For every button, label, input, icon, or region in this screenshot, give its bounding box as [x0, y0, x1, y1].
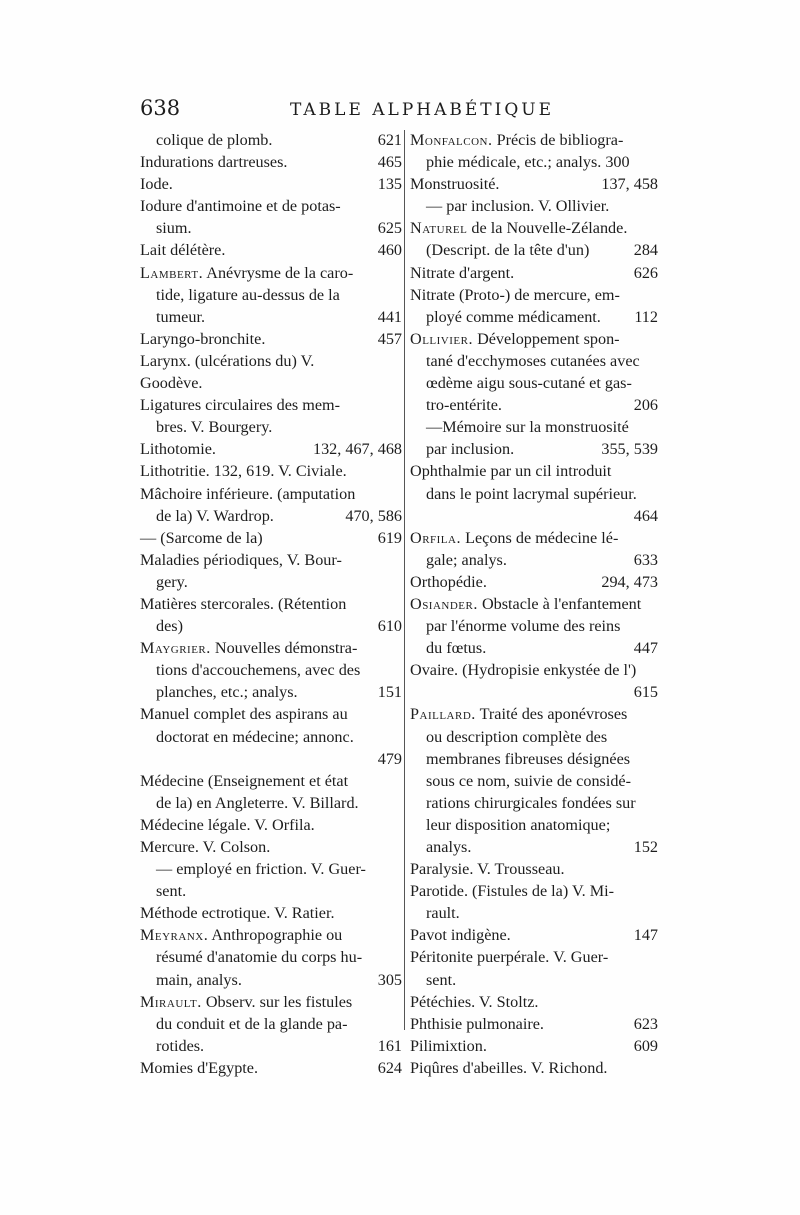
index-entry-line: [140, 173, 402, 195]
entry-text: planches, etc.; analys.: [156, 683, 298, 702]
index-entry-line: [140, 217, 402, 239]
index-entry-line: [410, 902, 658, 924]
index-entry-line: [140, 328, 402, 350]
index-entry-line: [140, 416, 402, 438]
entry-text: des): [156, 617, 183, 636]
entry-text: rotides.: [156, 1036, 205, 1055]
entry-text: de la) en Angleterre. V. Billard.: [156, 793, 359, 812]
entry-text: membranes fibreuses désignées: [426, 749, 631, 768]
entry-text: bres. V. Bourgery.: [156, 418, 273, 437]
index-entry-line: [410, 173, 658, 195]
entry-text: Meyranx. Anthropographie ou: [140, 926, 343, 945]
page-reference: 161: [377, 1036, 402, 1055]
entry-text: Lithotomie.: [140, 440, 216, 459]
entry-text: Péritonite puerpérale. V. Guer-: [410, 948, 609, 967]
index-entry-line: [140, 306, 402, 328]
entry-text: Pétéchies. V. Stoltz.: [410, 992, 539, 1011]
entry-text: Ligatures circulaires des mem-: [140, 396, 341, 415]
entry-text: Piqûres d'abeilles. V. Richond.: [410, 1058, 608, 1077]
entry-text: main, analys.: [156, 970, 242, 989]
index-entry-line: [140, 748, 402, 770]
page-reference: 447: [633, 639, 658, 658]
index-entry-line: [140, 372, 402, 394]
entry-text: Goodève.: [140, 374, 203, 393]
index-entry-line: [410, 792, 658, 814]
entry-text: Orthopédie.: [410, 572, 487, 591]
entry-text: sent.: [426, 970, 457, 989]
index-entry-line: [410, 394, 658, 416]
page-reference: 137, 458: [601, 175, 658, 194]
page-reference: 441: [377, 307, 402, 326]
page-reference: 479: [377, 749, 402, 768]
page-reference: 624: [377, 1058, 402, 1077]
index-column-right: [410, 129, 658, 1079]
entry-text: Médecine (Enseignement et état: [140, 771, 349, 790]
index-entry-line: [410, 814, 658, 836]
index-entry-line: [140, 770, 402, 792]
page-reference: 609: [633, 1036, 658, 1055]
entry-text: Mâchoire inférieure. (amputation: [140, 484, 356, 503]
index-entry-line: [410, 637, 658, 659]
entry-text: leur disposition anatomique;: [426, 815, 611, 834]
entry-text: Ovaire. (Hydropisie enkystée de l'): [410, 661, 637, 680]
index-entry-line: [140, 814, 402, 836]
column-divider: [404, 130, 405, 1030]
page-reference: 151: [377, 683, 402, 702]
entry-text: Indurations dartreuses.: [140, 153, 288, 172]
entry-text: Parotide. (Fistules de la) V. Mi-: [410, 882, 614, 901]
entry-text: Nitrate (Proto-) de mercure, em-: [410, 285, 620, 304]
index-entry-line: [410, 593, 658, 615]
entry-text: résumé d'anatomie du corps hu-: [156, 948, 363, 967]
entry-text: phie médicale, etc.; analys. 300: [426, 153, 630, 172]
entry-text: sous ce nom, suivie de considé-: [426, 771, 631, 790]
index-entry-line: [140, 151, 402, 173]
entry-text: Larynx. (ulcérations du) V.: [140, 351, 315, 370]
entry-text: Osiander. Obstacle à l'enfantement: [410, 594, 642, 613]
index-entry-line: [140, 527, 402, 549]
entry-text: tro-entérite.: [426, 396, 502, 415]
index-entry-line: [410, 1057, 658, 1079]
index-entry-line: [410, 836, 658, 858]
index-entry-line: [140, 880, 402, 902]
index-entry-line: [410, 284, 658, 306]
page-reference: 465: [377, 153, 402, 172]
index-entry-line: [410, 681, 658, 703]
entry-text: tané d'ecchymoses cutanées avec: [426, 351, 640, 370]
entry-text: Monfalcon. Précis de bibliogra-: [410, 131, 624, 149]
page-header: [140, 96, 660, 126]
page-reference: 621: [377, 131, 402, 149]
entry-text: Lait délétère.: [140, 241, 226, 260]
index-entry-line: [410, 416, 658, 438]
index-entry-line: [410, 350, 658, 372]
page-reference: 626: [633, 263, 658, 282]
index-entry-line: [140, 394, 402, 416]
page-reference: 112: [634, 307, 658, 326]
page-reference: 625: [377, 219, 402, 238]
entry-text: —Mémoire sur la monstruosité: [426, 418, 629, 437]
index-entry-line: [140, 483, 402, 505]
index-entry-line: [410, 195, 658, 217]
index-entry-line: [410, 505, 658, 527]
page-reference: 615: [633, 683, 658, 702]
entry-text: Iodure d'antimoine et de potas-: [140, 197, 341, 216]
entry-text: œdème aigu sous-cutané et gas-: [426, 374, 632, 393]
entry-text: — (Sarcome de la): [140, 528, 263, 547]
page-reference: 284: [633, 241, 658, 260]
entry-text: Ollivier. Développement spon-: [410, 329, 620, 348]
index-entry-line: [410, 328, 658, 350]
page-reference: 305: [377, 970, 402, 989]
page-reference: 206: [633, 396, 658, 415]
entry-text: ployé comme médicament.: [426, 307, 601, 326]
index-entry-line: [140, 659, 402, 681]
page-reference: 619: [377, 528, 402, 547]
entry-text: rations chirurgicales fondées sur: [426, 793, 636, 812]
entry-text: rault.: [426, 904, 460, 923]
index-entry-line: [410, 262, 658, 284]
entry-text: Pavot indigène.: [410, 926, 511, 945]
index-entry-line: [140, 350, 402, 372]
index-entry-line: [140, 505, 402, 527]
index-entry-line: [410, 527, 658, 549]
index-entry-line: [140, 703, 402, 725]
page-reference: 623: [633, 1014, 658, 1033]
index-entry-line: [410, 549, 658, 571]
index-entry-line: [410, 460, 658, 482]
index-entry-line: [410, 946, 658, 968]
entry-text: Pilimixtion.: [410, 1036, 487, 1055]
index-entry-line: [140, 792, 402, 814]
index-entry-line: [140, 460, 402, 482]
index-entry-line: [140, 991, 402, 1013]
entry-text: par l'énorme volume des reins: [426, 617, 621, 636]
index-entry-line: [410, 217, 658, 239]
entry-text: tions d'accouchemens, avec des: [156, 661, 361, 680]
entry-text: sium.: [156, 219, 192, 238]
index-entry-line: [410, 770, 658, 792]
entry-text: — employé en friction. V. Guer-: [156, 860, 366, 879]
entry-text: Mercure. V. Colson.: [140, 838, 271, 856]
index-entry-line: [410, 924, 658, 946]
index-column-left: [140, 129, 402, 1079]
index-entry-line: [410, 129, 658, 151]
index-entry-line: [140, 262, 402, 284]
entry-text: Lambert. Anévrysme de la caro-: [140, 263, 354, 282]
index-entry-line: [140, 239, 402, 261]
page-reference: 464: [633, 506, 658, 525]
page-reference: 152: [633, 838, 658, 856]
entry-text: — par inclusion. V. Ollivier.: [426, 197, 610, 216]
entry-text: par inclusion.: [426, 440, 515, 459]
page-reference: 132, 467, 468: [312, 440, 402, 459]
entry-text: Paillard. Traité des aponévroses: [410, 705, 628, 724]
index-entry-line: [140, 726, 402, 748]
index-entry-line: [410, 659, 658, 681]
index-entry-line: [140, 946, 402, 968]
index-entry-line: [410, 151, 658, 173]
index-entry-line: [410, 438, 658, 460]
index-entry-line: [140, 924, 402, 946]
index-entry-line: [410, 615, 658, 637]
page-reference: 457: [377, 329, 402, 348]
entry-text: Nitrate d'argent.: [410, 263, 515, 282]
entry-text: gery.: [156, 572, 188, 591]
entry-text: doctorat en médecine; annonc.: [156, 727, 354, 746]
index-entry-line: [410, 1013, 658, 1035]
page-reference: 147: [633, 926, 658, 945]
entry-text: gale; analys.: [426, 550, 507, 569]
entry-text: Manuel complet des aspirans au: [140, 705, 348, 724]
page-reference: 135: [377, 175, 402, 194]
page-reference: 355, 539: [601, 440, 658, 459]
entry-text: colique de plomb.: [156, 131, 273, 149]
index-entry-line: [140, 195, 402, 217]
entry-text: Iode.: [140, 175, 173, 194]
index-entry-line: [140, 571, 402, 593]
index-entry-line: [140, 1057, 402, 1079]
index-entry-line: [140, 1035, 402, 1057]
entry-text: dans le point lacrymal supérieur.: [426, 484, 637, 503]
entry-text: de la) V. Wardrop.: [156, 506, 274, 525]
entry-text: Maladies périodiques, V. Bour-: [140, 550, 342, 569]
index-entry-line: [410, 571, 658, 593]
entry-text: Phthisie pulmonaire.: [410, 1014, 544, 1033]
entry-text: Lithotritie. 132, 619. V. Civiale.: [140, 462, 347, 481]
entry-text: Naturel de la Nouvelle-Zélande.: [410, 219, 628, 238]
entry-text: Laryngo-bronchite.: [140, 329, 266, 348]
entry-text: du conduit et de la glande pa-: [156, 1014, 348, 1033]
index-entry-line: [140, 637, 402, 659]
index-entry-line: [410, 239, 658, 261]
entry-text: Paralysie. V. Trousseau.: [410, 860, 565, 879]
index-entry-line: [410, 1035, 658, 1057]
page-reference: 633: [633, 550, 658, 569]
index-entry-line: [410, 991, 658, 1013]
index-entry-line: [410, 306, 658, 328]
index-entry-line: [410, 483, 658, 505]
index-entry-line: [410, 372, 658, 394]
entry-text: tumeur.: [156, 307, 206, 326]
entry-text: analys.: [426, 838, 472, 856]
index-entry-line: [140, 615, 402, 637]
entry-text: ou description complète des: [426, 727, 608, 746]
index-entry-line: [140, 1013, 402, 1035]
entry-text: Méthode ectrotique. V. Ratier.: [140, 904, 335, 923]
entry-text: sent.: [156, 882, 187, 901]
entry-text: du fœtus.: [426, 639, 487, 658]
index-entry-line: [410, 969, 658, 991]
index-entry-line: [410, 703, 658, 725]
entry-text: Ophthalmie par un cil introduit: [410, 462, 612, 481]
entry-text: tide, ligature au-dessus de la: [156, 285, 340, 304]
index-entry-line: [140, 836, 402, 858]
index-entry-line: [140, 969, 402, 991]
index-entry-line: [410, 748, 658, 770]
entry-text: Monstruosité.: [410, 175, 500, 194]
entry-text: Maygrier. Nouvelles démonstra-: [140, 639, 358, 658]
index-entry-line: [140, 858, 402, 880]
entry-text: Médecine légale. V. Orfila.: [140, 815, 315, 834]
index-entry-line: [140, 438, 402, 460]
index-entry-line: [410, 880, 658, 902]
entry-text: Momies d'Egypte.: [140, 1058, 259, 1077]
index-entry-line: [140, 681, 402, 703]
page-reference: 470, 586: [345, 506, 402, 525]
index-entry-line: [140, 593, 402, 615]
page-reference: 610: [377, 617, 402, 636]
index-entry-line: [140, 902, 402, 924]
page-number: 638: [140, 96, 181, 120]
page-reference: 294, 473: [601, 572, 658, 591]
entry-text: Matières stercorales. (Rétention: [140, 594, 347, 613]
index-entry-line: [140, 549, 402, 571]
index-entry-line: [140, 284, 402, 306]
page-reference: 460: [377, 241, 402, 260]
entry-text: Orfila. Leçons de médecine lé-: [410, 528, 619, 547]
running-title: TABLE ALPHABÉTIQUE: [290, 100, 555, 120]
index-entry-line: [410, 726, 658, 748]
index-entry-line: [140, 129, 402, 151]
entry-text: Mirault. Observ. sur les fistules: [140, 992, 353, 1011]
index-entry-line: [410, 858, 658, 880]
entry-text: (Descript. de la tête d'un): [426, 241, 590, 260]
